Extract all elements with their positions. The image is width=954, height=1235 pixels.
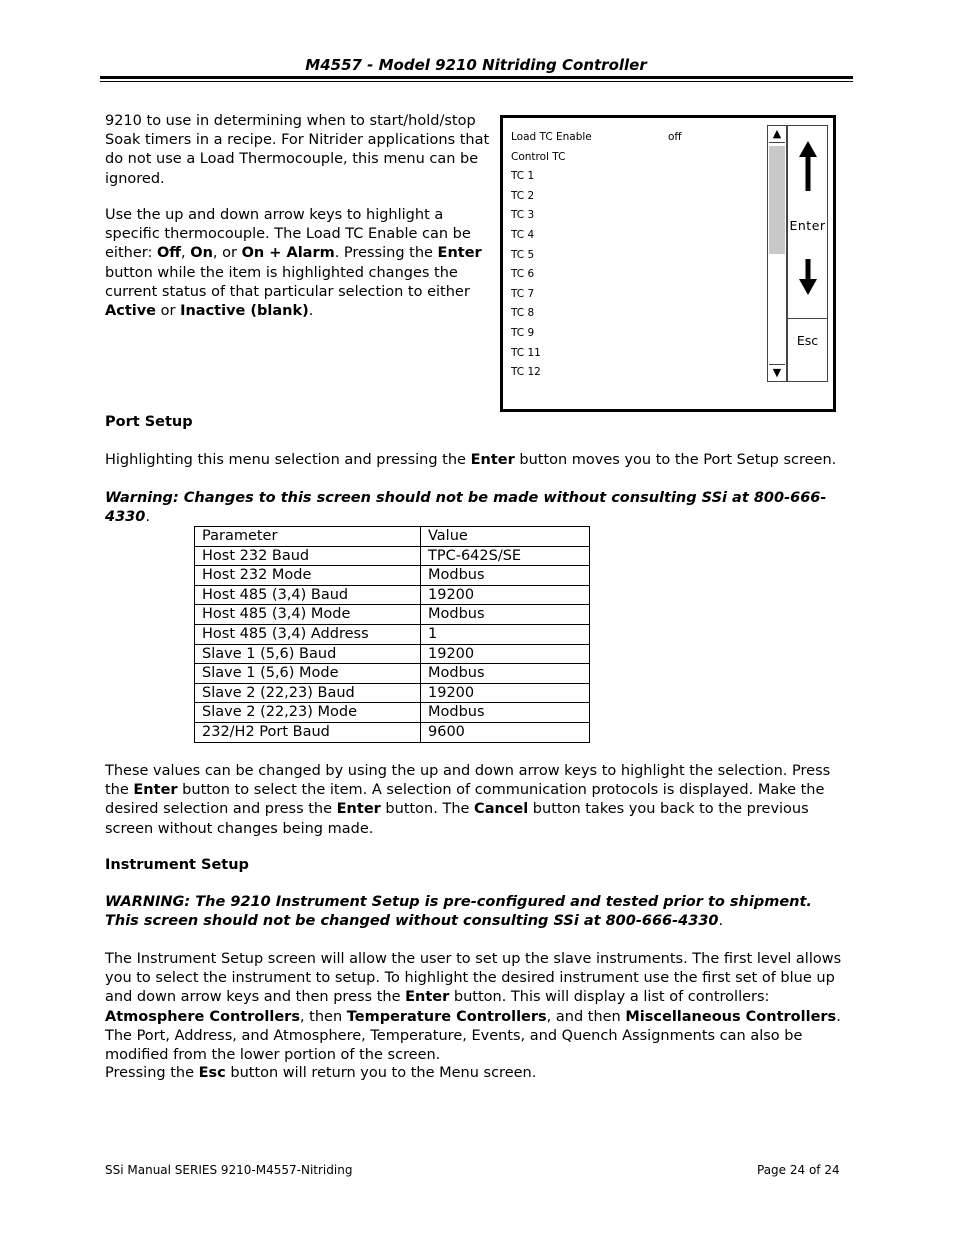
footer-manual-title: SSi Manual SERIES 9210-M4557-Nitriding (105, 1163, 353, 1177)
tc-menu-item[interactable] (511, 226, 761, 246)
text-run: . The Port, Address, and Atmosphere, Temperature, Events, and Quench Assignments can also be modified from the lower portion of the screen. (105, 1008, 841, 1064)
tc-item-label: TC 1 (511, 170, 535, 183)
esc-button[interactable]: Esc (796, 333, 819, 348)
tc-menu-item[interactable] (511, 344, 761, 364)
text-run: button moves you to the Port Setup screen. (514, 452, 837, 468)
option-on: On (190, 245, 213, 262)
scrollbar[interactable] (767, 125, 787, 382)
table-row (195, 722, 590, 742)
table-row (195, 624, 590, 644)
device-screen (500, 115, 836, 412)
up-arrow-button[interactable] (788, 126, 827, 206)
enter-keyword: Enter (336, 801, 381, 818)
port-setup-instructions (105, 762, 845, 839)
text-run: Use the up and down arrow keys to highlight a specific thermocouple. The Load TC Enable can be either: (105, 207, 471, 262)
table-row (195, 683, 590, 703)
text-run: , or (212, 245, 242, 262)
parameter-cell: Slave 1 (5,6) Mode (195, 664, 421, 684)
atmosphere-controllers-keyword: Atmosphere Controllers (105, 1008, 300, 1025)
table-row (195, 703, 590, 723)
table-row (195, 585, 590, 605)
tc-menu-item[interactable] (511, 206, 761, 226)
value-cell: 19200 (421, 585, 590, 605)
tc-item-label: TC 11 (511, 346, 541, 359)
esc-keyword: Esc (198, 1065, 226, 1081)
value-cell: Modbus (421, 703, 590, 723)
table-row (195, 605, 590, 625)
text-run: button will return you to the Menu screen. (225, 1065, 537, 1081)
value-cell: 9600 (421, 722, 590, 742)
text-run: Pressing the (105, 1065, 199, 1081)
tc-menu-item[interactable] (511, 148, 761, 168)
text-run: button. The (380, 801, 475, 818)
value-cell: Modbus (421, 605, 590, 625)
value-cell: Modbus (421, 664, 590, 684)
header-rule-thin (100, 81, 853, 82)
tc-menu-item[interactable] (511, 167, 761, 187)
text-run: button to select the item. A selection of communication protocols is displayed. Make the desired selection and press the (105, 782, 825, 818)
tc-menu-item[interactable] (511, 304, 761, 324)
tc-menu-item[interactable] (511, 128, 761, 148)
tc-menu-item[interactable] (511, 246, 761, 266)
enter-button[interactable]: Enter (789, 218, 826, 233)
instrument-setup-esc-paragraph (105, 1064, 853, 1083)
intro-paragraph-2 (105, 206, 490, 321)
parameter-cell: Slave 1 (5,6) Baud (195, 644, 421, 664)
text-run: . Pressing the (334, 245, 438, 262)
cancel-keyword: Cancel (474, 801, 529, 818)
miscellaneous-controllers-keyword: Miscellaneous Controllers (625, 1008, 837, 1025)
instrument-setup-warning (105, 893, 850, 931)
enter-keyword: Enter (437, 245, 482, 262)
value-cell: 19200 (421, 644, 590, 664)
tc-item-value: off (668, 131, 682, 143)
port-setup-paragraph (105, 451, 855, 470)
tc-item-label: Load TC Enable (511, 131, 592, 143)
arrow-up-icon (798, 141, 818, 191)
table-row (195, 546, 590, 566)
tc-item-label: TC 3 (511, 209, 535, 222)
enter-keyword: Enter (405, 989, 450, 1006)
header-rule-thick (100, 76, 853, 79)
tc-menu-item[interactable] (511, 265, 761, 285)
parameter-cell: Host 232 Mode (195, 566, 421, 586)
value-cell: 19200 (421, 683, 590, 703)
down-arrow-button[interactable] (788, 246, 827, 319)
parameter-cell: Slave 2 (22,23) Baud (195, 683, 421, 703)
button-panel (787, 125, 828, 382)
text-run: Highlighting this menu selection and pressing the (105, 452, 471, 468)
text-run: button takes you back to the previous screen without changes being made. (105, 801, 809, 837)
inactive-keyword: Inactive (blank) (180, 303, 309, 320)
text-run: . (145, 509, 150, 526)
tc-item-label: Control TC (511, 150, 566, 163)
parameter-cell: Host 485 (3,4) Baud (195, 585, 421, 605)
active-keyword: Active (105, 303, 157, 320)
port-setup-warning (105, 489, 865, 527)
text-run: button. This will display a list of controllers: (449, 989, 770, 1006)
table-header-row (195, 527, 590, 547)
heading-text: Instrument Setup (105, 857, 249, 873)
scroll-down-arrow-icon[interactable]: ▼ (769, 364, 785, 381)
arrow-down-icon (798, 259, 818, 295)
tc-item-label: TC 5 (511, 248, 535, 261)
text-run: . (308, 303, 314, 320)
table-row (195, 664, 590, 684)
value-cell: 1 (421, 624, 590, 644)
page-header-title: M4557 - Model 9210 Nitriding Controller (305, 56, 647, 74)
value-cell: TPC-642S/SE (421, 546, 590, 566)
text-run: or (156, 303, 181, 320)
tc-item-label: TC 6 (511, 268, 535, 281)
parameter-cell: Host 232 Baud (195, 546, 421, 566)
text-run: These values can be changed by using the up and down arrow keys to highlight the selection. Press the (105, 763, 831, 799)
text-run: button while the item is highlighted changes the current status of that particular selection to either (105, 264, 470, 300)
option-off: Off (156, 245, 182, 262)
header-cell-value: Value (421, 527, 590, 547)
scroll-up-arrow-icon[interactable]: ▲ (769, 126, 785, 143)
instrument-setup-heading (105, 856, 249, 875)
tc-menu-item[interactable] (511, 187, 761, 207)
tc-item-label: TC 4 (511, 228, 535, 241)
warning-text: WARNING: The 9210 Instrument Setup is pre-configured and tested prior to shipment. This screen should not be changed without consulting SSi at 800-666-4330 (105, 894, 812, 930)
scrollbar-thumb[interactable] (769, 146, 785, 254)
value-cell: Modbus (421, 566, 590, 586)
text-run: . (718, 913, 724, 930)
option-on-alarm: On + Alarm (241, 245, 335, 262)
enter-keyword: Enter (470, 452, 515, 468)
parameter-cell: 232/H2 Port Baud (195, 722, 421, 742)
table-row (195, 644, 590, 664)
port-setup-heading (105, 413, 193, 432)
parameter-cell: Slave 2 (22,23) Mode (195, 703, 421, 723)
warning-text: Warning: Changes to this screen should not be made without consulting SSi at 800-666-4330 (105, 490, 827, 526)
text-run: , then (299, 1008, 347, 1025)
temperature-controllers-keyword: Temperature Controllers (346, 1008, 547, 1025)
text-run: The Instrument Setup screen will allow the user to set up the slave instruments. The first level allows you to select the instrument to setup. To highlight the desired instrument use the first set of blue up and down arrow keys and then press the (105, 951, 842, 1006)
footer-page-number: Page 24 of 24 (757, 1163, 840, 1177)
tc-menu-item[interactable] (511, 324, 761, 344)
text-run: , and then (546, 1008, 626, 1025)
tc-item-label: TC 7 (511, 287, 535, 300)
intro-paragraph-1: 9210 to use in determining when to start/hold/stop Soak timers in a recipe. For Nitrider applications that do not use a Load Thermocouple, this menu can be ignored. (105, 113, 490, 187)
tc-item-label: TC 2 (511, 189, 535, 202)
parameter-cell: Host 485 (3,4) Address (195, 624, 421, 644)
instrument-setup-paragraph (105, 950, 853, 1065)
port-parameters-table (194, 526, 590, 743)
header-cell-parameter: Parameter (195, 527, 421, 547)
tc-item-label: TC 8 (511, 307, 535, 320)
table-row (195, 566, 590, 586)
heading-text: Port Setup (105, 414, 193, 430)
parameter-cell: Host 485 (3,4) Mode (195, 605, 421, 625)
text-run: , (181, 245, 191, 262)
tc-menu-item[interactable] (511, 285, 761, 305)
tc-item-label: TC 12 (511, 366, 541, 379)
enter-keyword: Enter (133, 782, 178, 799)
tc-menu-list (511, 128, 761, 383)
tc-menu-item[interactable] (511, 363, 761, 383)
tc-item-label: TC 9 (511, 326, 535, 339)
